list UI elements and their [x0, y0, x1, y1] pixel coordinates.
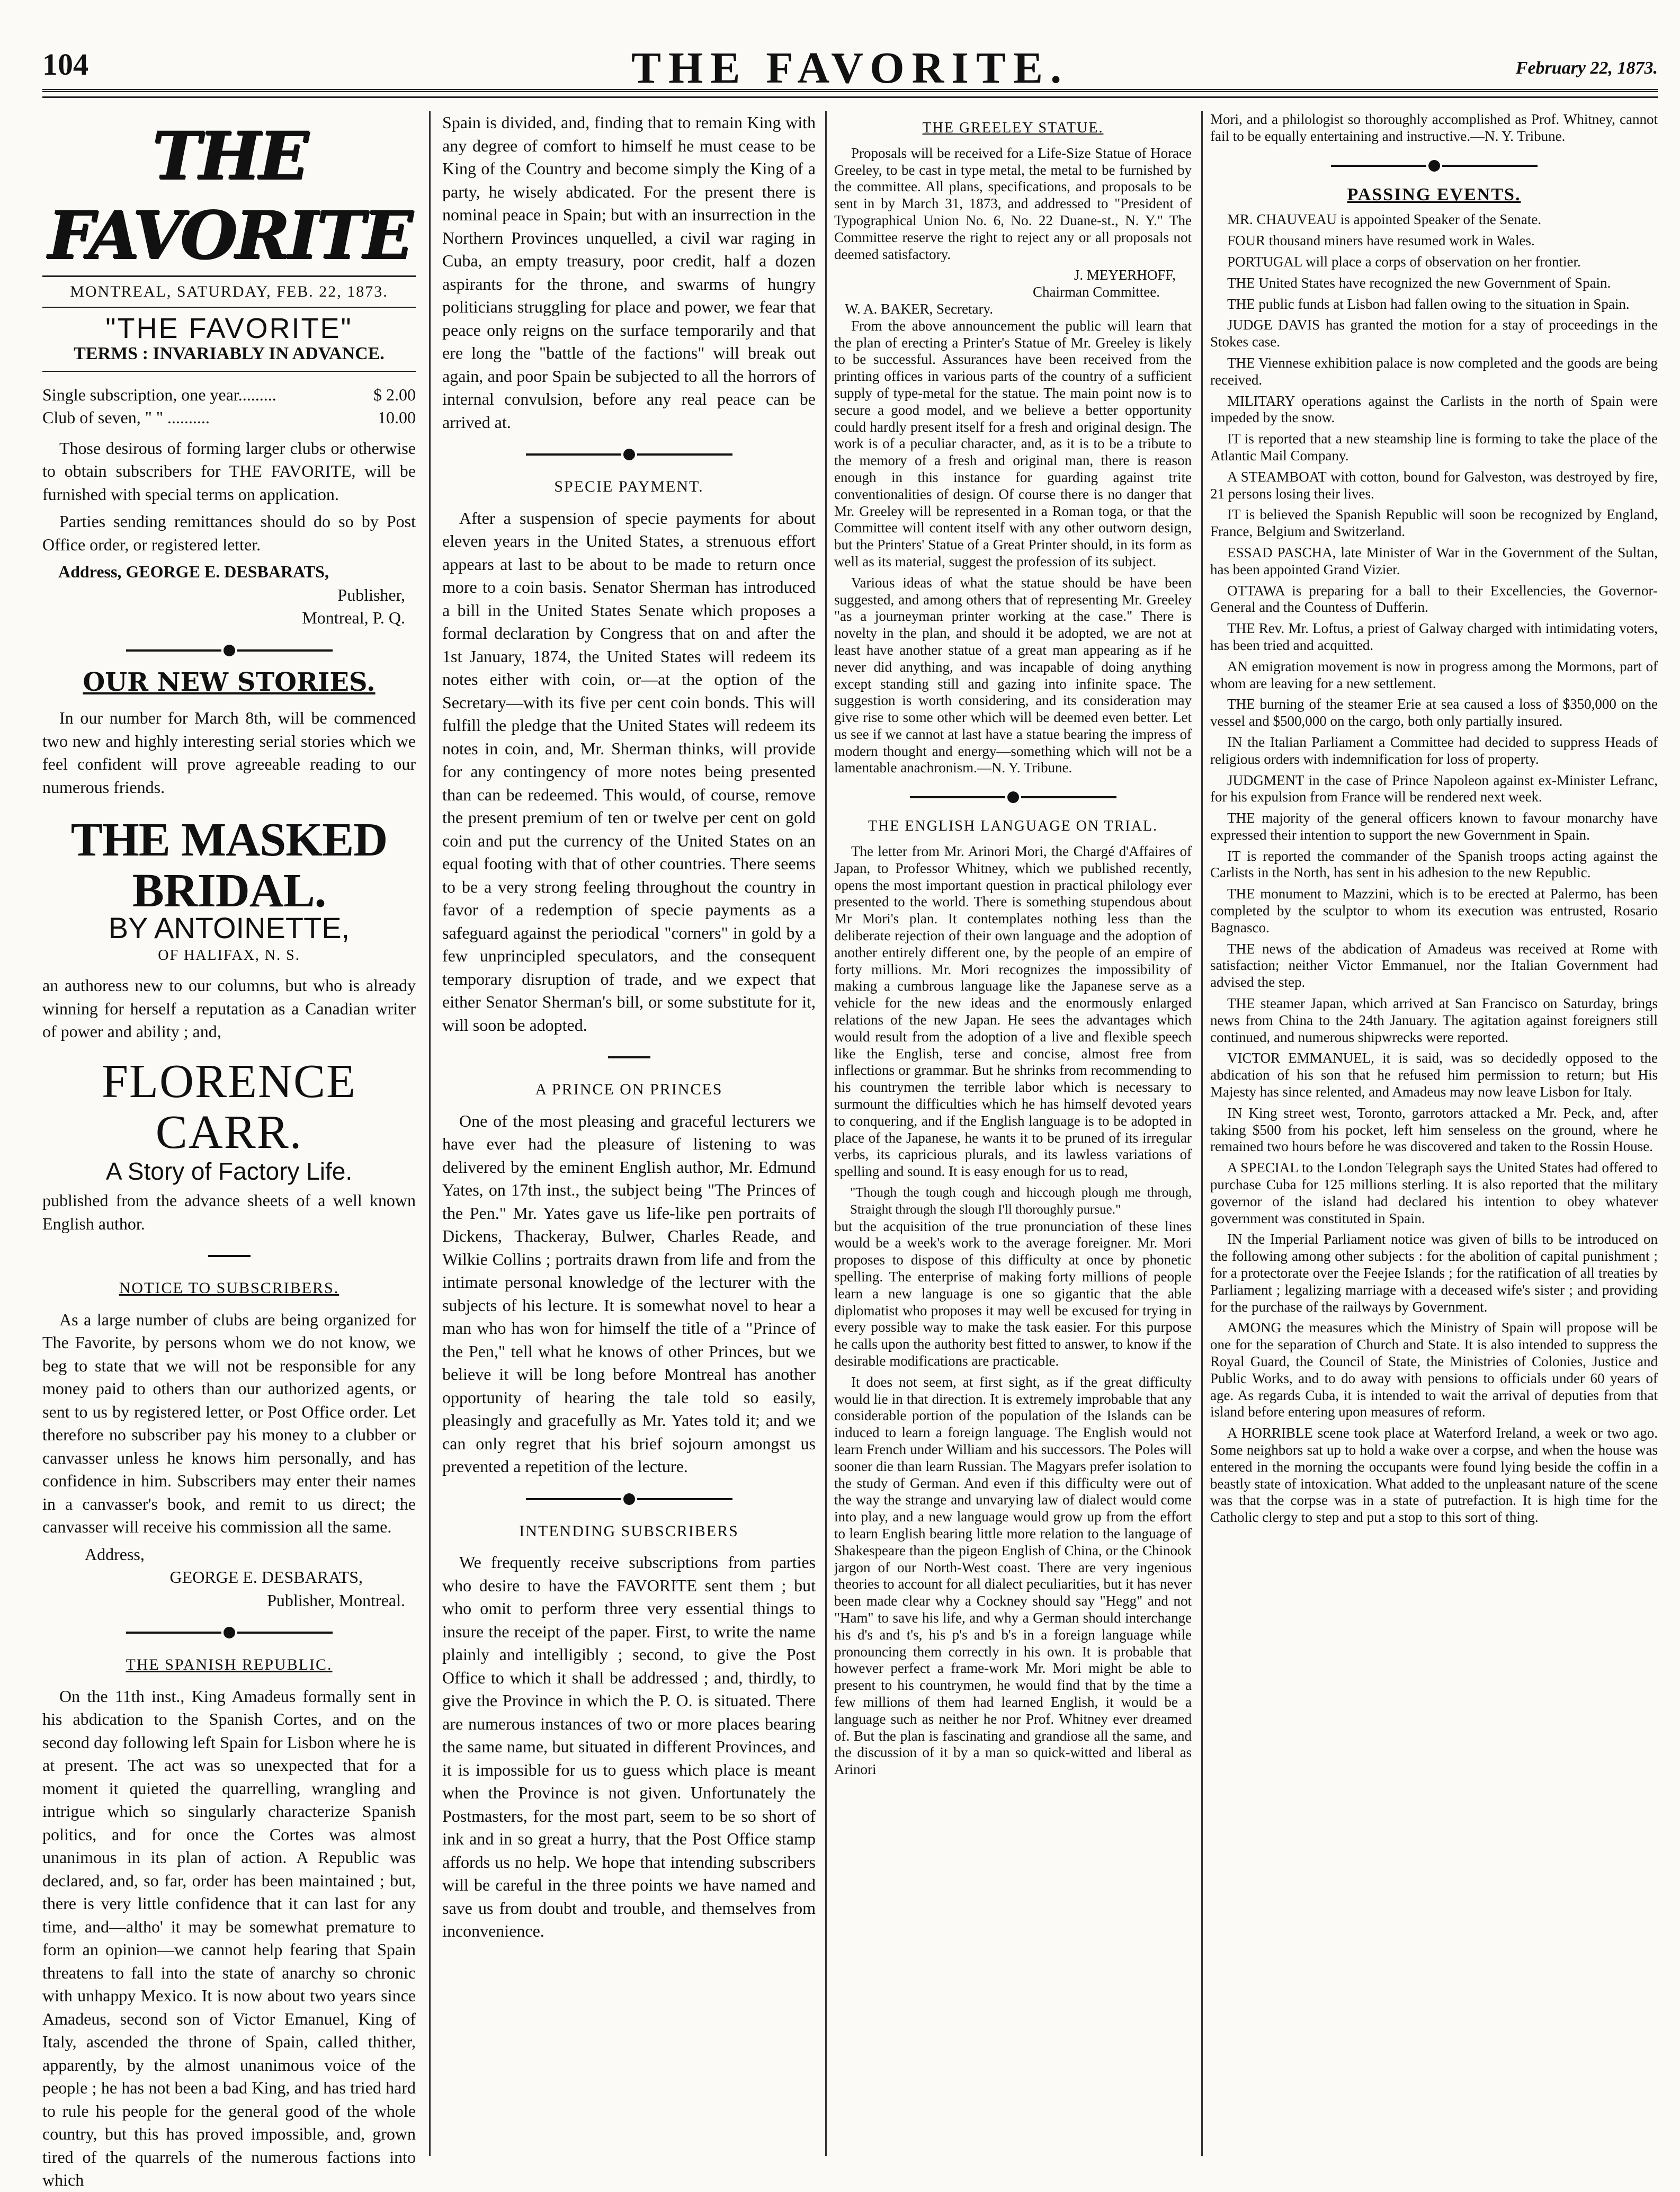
event-item: A STEAMBOAT with cotton, bound for Galveston, was destroyed by fire, 21 persons losing their lives. — [1210, 468, 1658, 502]
rate-row — [42, 406, 416, 430]
publisher-place: Montreal, P. Q. — [302, 608, 405, 627]
ornament-divider — [42, 1624, 416, 1642]
event-item: FOUR thousand miners have resumed work in Wales. — [1227, 233, 1535, 249]
event-item: MR. CHAUVEAU is appointed Speaker of the Senate. — [1227, 211, 1542, 228]
favorite-quote-title: "THE FAVORITE" — [105, 312, 353, 344]
event-item: A HORRIBLE scene took place at Waterford Ireland, a week or two ago. Some neighbors sat up to hold a wake over a corpse, and when the house was entered in the morning the occupants were found lying beside the coffin in a beastly state of intoxication. What added to the unpleasant nature of the scene was that the corpse was in a state of putrefaction. It is high time for the Catholic clergy to step and put a stop to this sort of thing. — [1210, 1425, 1658, 1526]
issue-date: February 22, 1873. — [1515, 58, 1658, 78]
event-item: JUDGE DAVIS has granted the motion for a stay of proceedings in the Stokes case. — [1210, 317, 1658, 350]
section-heading: THE ENGLISH LANGUAGE ON TRIAL. — [868, 818, 1158, 835]
event-item: IT is reported that a new steamship line is forming to take the place of the Atlantic Mail Company. — [1210, 431, 1658, 464]
story-byline: BY ANTOINETTE, — [108, 911, 350, 944]
event-item: MILITARY operations against the Carlists in the north of Spain were impeded by the snow. — [1210, 393, 1658, 426]
section-heading: INTENDING SUBSCRIBERS — [519, 1522, 739, 1540]
column-3 — [834, 111, 1192, 2156]
column-divider — [825, 111, 827, 2156]
event-item: THE monument to Mazzini, which is to be erected at Palermo, has been completed by the sculptor to whom its execution was entrusted, Rosario Bagnasco. — [1210, 886, 1658, 935]
dateline: MONTREAL, SATURDAY, FEB. 22, 1873. — [42, 280, 416, 308]
address-line: Address, GEORGE E. DESBARATS, — [58, 562, 329, 581]
address-line: Address, — [85, 1544, 145, 1564]
paragraph: After a suspension of specie payments for about eleven years in the United States, a strenuous effort appears at last to be about to be made to return once more to a coin basis. Senator Sherman has introduced a bill in the United States Senate which proposes a formal declaration by Congress that on and after the 1st January, 1874, the United States will redeem its notes either with coin, or—at the option of the Secretary—with its five per cent coin bonds. This will fulfill the pledge that the United States will redeem its notes in coin, and, Mr. Sherman thinks, will provide for any contingency of more notes being presented than can be redeemed. This would, of course, remove the present premium of ten or twelve per cent on gold coin and put the currency of the United States on an equal footing with that of other countries. There seems to be a very strong feeling throughout the country in favor of a redemption of specie payments as a safeguard against the periodical "corners" in gold by a few unprincipled speculators, and the consequent temporary disruption of trade, and we expect that either Senator Sherman's bill, or some substitute for it, will soon be adopted. — [442, 508, 816, 1035]
rate-label: Club of seven, " " .......... — [42, 408, 210, 427]
event-item: AN emigration movement is now in progress among the Mormons, part of whom are leaving for a new settlement. — [1210, 658, 1658, 691]
column-4 — [1210, 111, 1658, 2156]
events-list — [1210, 211, 1658, 1526]
event-item: IN the Italian Parliament a Committee had decided to suppress Heads of religious orders with indemnification for loss of property. — [1210, 734, 1658, 767]
signature-name: J. MEYERHOFF, — [1074, 267, 1176, 283]
publisher-place: Publisher, Montreal. — [267, 1590, 405, 1610]
event-item: ESSAD PASCHA, late Minister of War in the Government of the Sultan, has been appointed Grand Vizier. — [1210, 544, 1658, 577]
event-item: THE steamer Japan, which arrived at San Francisco on Saturday, brings news from China to the 24th January. The agitation against foreigners still continued, and numerous shipwrecks were reported. — [1210, 995, 1658, 1045]
event-item: THE Rev. Mr. Loftus, a priest of Galway charged with intimidating voters, has been tried and acquitted. — [1210, 620, 1658, 653]
ornament-divider — [442, 1490, 816, 1508]
section-heading: THE GREELEY STATUE. — [922, 120, 1104, 136]
publisher-label: Publisher, — [337, 585, 405, 604]
ornament-divider — [834, 788, 1192, 806]
event-item: PORTUGAL will place a corps of observation on her frontier. — [1227, 253, 1581, 270]
event-item: OTTAWA is preparing for a ball to their Excellencies, the Governor-General and the Countess of Dufferin. — [1210, 582, 1658, 616]
paragraph: One of the most pleasing and graceful lecturers we have ever had the pleasure of listening to was delivered by the eminent English author, Mr. Edmund Yates, on 17th inst., the subject being "The Princes of the Pen." Mr. Yates gave us life-like pen portraits of Dickens, Thackeray, Bulwer, Charles Reade, and Wilkie Collins ; portraits drawn from life and from the intimate personal knowledge of the lecturer with the subjects of his lecture. It is somewhat novel to hear a man who has won for himself the title of a "Prince of the Pen," tell what he knows of other Princes, but we believe it will be long before Montreal has another opportunity of hearing the tale told so easily, pleasingly and gracefully as Mr. Yates told it; and we can only regret that his brief sojourn amongst us prevented a repetition of the lecture. — [442, 1111, 816, 1476]
verse-quote: "Though the tough cough and hiccough plough me through, Straight through the slough I'll thoroughly pursue." — [850, 1186, 1192, 1217]
rate-row — [42, 384, 416, 407]
section-heading: OUR NEW STORIES. — [83, 667, 376, 697]
author-place: OF HALIFAX, N. S. — [158, 947, 300, 964]
ornament-divider — [42, 641, 416, 660]
paragraph: published from the advance sheets of a well known English author. — [42, 1191, 416, 1233]
paragraph: The letter from Mr. Arinori Mori, the Chargé d'Affaires of Japan, to Professor Whitney, which we published recently, opens the most important question in practical philology ever presented to the world. There is something stupendous about Mr Mori's plan. It contemplates nothing less than the deliberate rejection of their own language and the adoption of another entirely different one, by the people of an empire of forty millions. Mr. Mori recognizes the impossibility of making a cumbrous language like the Japanese serve as a vehicle for the new ideas and the enormously enlarged relations of the new Japan. He sees the advantages which would result from the adoption of a live and flexible speech like the English, terse and concise, almost free from inflections or grammar. But he shrinks from recommending to his countrymen the terrible labor which is necessary to surmount the difficulties which he has himself devoted years to conquering, and if the English language is to be adopted in place of the Japanese, he wants it to be pruned of its irregular verbs, its capricious plurals, and its lawless variations of spelling and sound. It is easy enough for us to read, — [834, 843, 1192, 1180]
section-heading: NOTICE TO SUBSCRIBERS. — [119, 1279, 339, 1297]
story-subtitle: A Story of Factory Life. — [105, 1157, 353, 1185]
header-rule — [42, 89, 1658, 98]
section-heading: PASSING EVENTS. — [1347, 184, 1521, 204]
rate-label: Single subscription, one year......... — [42, 385, 276, 404]
column-divider — [1201, 111, 1203, 2156]
publisher-name: GEORGE E. DESBARATS, — [169, 1567, 363, 1587]
newspaper-title: THE FAVORITE. — [631, 43, 1069, 93]
section-heading: THE SPANISH REPUBLIC. — [126, 1656, 333, 1673]
event-item: THE majority of the general officers known to favour monarchy have expressed their intention to support the new Government in Spain. — [1210, 810, 1658, 843]
event-item: VICTOR EMMANUEL, it is said, was so decidedly opposed to the abdication of his son that he refused him permission to return; but His Majesty has since relented, and Amadeus may now leave Lisbon for Italy. — [1210, 1050, 1658, 1100]
event-item: THE public funds at Lisbon had fallen owing to the situation in Spain. — [1227, 296, 1630, 312]
rate-value: 10.00 — [378, 408, 416, 427]
event-item: A SPECIAL to the London Telegraph says the United States had offered to purchase Cuba for 125 millions sterling. It is also reported that the military governor of the island had declared his intention to obey whatever government was constituted in Spain. — [1210, 1160, 1658, 1226]
rate-value: $ 2.00 — [373, 385, 416, 404]
paragraph: Mori, and a philologist so thoroughly accomplished as Prof. Whitney, cannot fail to be equally entertaining and instructive.—N. Y. Tribune. — [1210, 111, 1658, 144]
paragraph: Spain is divided, and, finding that to remain King with any degree of comfort to himself he must cease to be King of the Country and become simply the King of a party, he wisely abdicated. For the present there is nominal peace in Spain; but with an insurrection in the Northern Provinces unquelled, a civil war raging in Cuba, an empty treasury, poor credit, half a dozen aspirants for the throne, and swarms of hungry politicians struggling for place and power, we fear that peace only reigns on the surface temporarily and that ere long the "battle of the factions" will break out again, and poor Spain be subjected to all the horrors of internal convulsion, before any real peace can be arrived at. — [442, 113, 816, 432]
event-item: THE United States have recognized the new Government of Spain. — [1227, 274, 1611, 291]
paragraph: On the 11th inst., King Amadeus formally sent in his abdication to the Spanish Cortes, and on the second day following left Spain for Lisbon where he is at present. The act was so unexpected that for a moment it quieted the quarrelling, wrangling and intrigue which so singularly characterize Spanish politics, and for once the Cortes was almost unanimous in its plan of action. A Republic was declared, and, so far, order has been maintained ; but, there is very little confidence that it can last for any time, and—altho' it may be somewhat premature to form an opinion—we cannot help fearing that Spain threatens to fall into the state of anarchy so chronic with unhappy Mexico. It is now about two years since Amadeus, second son of Victor Emanuel, King of Italy, ascended the throne of Spain, called thither, apparently, by the almost unanimous voice of the people ; he has not been a bad King, and has tried hard to rule his people for the general good of the whole country, but this has proved impossible, and, grown tired of the quarrels of the numerous factions into which — [42, 1686, 416, 2189]
paragraph: Those desirous of forming larger clubs or otherwise to obtain subscribers for THE FAVORITE, will be furnished with special terms on application. — [42, 438, 416, 504]
ornament-divider — [42, 1247, 416, 1265]
paragraph: but the acquisition of the true pronunciation of these lines would be a week's work to the average foreigner. Mr. Mori proposes to dispose of this difficulty at once by phonetic spelling. The enterprise of making forty millions of people learn a new language is one so gigantic that the able diplomatist who proposes it may well be excused for trying in every possible way to make the task easier. For this purpose he calls upon the authority best fitted to answer, to know if the desirable modifications are practicable. — [834, 1218, 1192, 1369]
section-heading: SPECIE PAYMENT. — [554, 478, 704, 495]
event-item: IT is believed the Spanish Republic will soon be recognized by England, France, Belgium and Switzerland. — [1210, 506, 1658, 540]
paragraph: Various ideas of what the statue should be have been suggested, and among others that of representing Mr. Greeley "as a journeyman printer working at the case." There is novelty in the plan, and should it be adopted, we are not at least have another statue of a great man appearing as if he never did anything, and was incapable of doing anything except standing still and gazing into infinite space. The suggestion is worth considering, and its consideration may give rise to some other which will be deemed even better. Let us see if we cannot at last have a statue bearing the impress of modern thought and energy—something which will not be a lamentable anachronism.—N. Y. Tribune. — [834, 574, 1192, 776]
terms-heading: TERMS : INVARIABLY IN ADVANCE. — [42, 342, 416, 372]
paragraph: We frequently receive subscriptions from parties who desire to have the FAVORITE sent them ; but who omit to perform three very essential things to insure the receipt of the paper. First, to write the name plainly and intelligibly ; second, to give the Post Office to which it shall be addressed ; and, thirdly, to give the Province in which the P. O. is situated. There are numerous instances of two or more places bearing the same name, but situated in different Provinces, and it is impossible for us to guess which place is meant when the Province is not given. Unfortunately the Postmasters, for the most part, seem to be so short of ink and in so great a hurry, that the Post Office stamp affords us no help. We hope that intending subscribers will be careful in the three points we have named and save us from doubt and trouble, and themselves from inconvenience. — [442, 1553, 816, 1940]
column-divider — [429, 111, 431, 2156]
signature-secretary: W. A. BAKER, Secretary. — [845, 300, 993, 317]
paragraph: In our number for March 8th, will be commenced two new and highly interesting serial stories which we feel confident will prove agreeable reading to our numerous friends. — [42, 708, 416, 797]
masthead-logo: THE FAVORITE — [42, 117, 416, 277]
event-item: THE burning of the steamer Erie at sea caused a loss of $350,000 on the vessel and $500,000 on the cargo, both only partially insured. — [1210, 696, 1658, 729]
column-2 — [442, 111, 816, 2156]
page-number: 104 — [42, 47, 88, 82]
event-item: IN King street west, Toronto, garrotors attacked a Mr. Peck, and, after taking $500 from his pocket, left him senseless on the ground, where he remained two hours before he was discovered and taken to the Rossin House. — [1210, 1104, 1658, 1155]
event-item: JUDGMENT in the case of Prince Napoleon against ex-Minister Lefranc, for his expulsion from France will be rendered next week. — [1210, 772, 1658, 805]
paragraph: an authoress new to our columns, but who is already winning for herself a reputation as a Canadian writer of power and ability ; and, — [42, 976, 416, 1041]
event-item: IT is reported the commander of the Spanish troops acting against the Carlists in the North, has sent in his adhesion to the new Republic. — [1210, 848, 1658, 881]
ornament-divider — [442, 1048, 816, 1066]
paragraph: It does not seem, at first sight, as if the great difficulty would lie in that direction. It is extremely improbable that any considerable portion of the population of the Islands can be induced to learn a foreign language. The English would not learn French under William and his successors. The Poles will sooner die than learn Russian. The Magyars prefer isolation to the study of German. And even if this difficulty were out of the way the strange and unvarying law of dialect would come into play, and a new language would grow up from the effort to learn English bearing little more relation to the language of Shakespeare than the pigeon English of China, or the Chinook jargon of our North-West coast. There are very ingenious theories to account for all dialect peculiarities, but it has never been made clear why a Cockney should say "Hegg" and not "Ham" to save his life, and why a German should interchange his d's and t's, his p's and b's in a foreign language while pronouncing them correctly in his own. It is probable that however perfect a frame-work Mr. Mori might be able to present to his countrymen, he would find that by the time a few millions of them had learned English, it would be a language such as neither he nor Prof. Whitney ever dreamed of. But the plan is fascinating and grandiose all the same, and the discussion of it by a man so quick-witted and liberal as Arinori — [834, 1374, 1192, 1778]
event-item: THE news of the abdication of Amadeus was received at Rome with satisfaction; neither Victor Emmanuel, nor the Italian Government had advised the step. — [1210, 940, 1658, 991]
event-item: THE Viennese exhibition palace is now completed and the goods are being received. — [1210, 354, 1658, 388]
section-heading: A PRINCE ON PRINCES — [535, 1081, 723, 1098]
event-item: IN the Imperial Parliament notice was given of bills to be introduced on the following among other subjects : for the abolition of capital punishment ; for a protectorate over the Feejee Islands ; for the ratification of all treaties by Parliament ; legalizing marriage with a deceased wife's sister ; and providing for the purchase of the railways by Government. — [1210, 1231, 1658, 1315]
ornament-divider — [442, 445, 816, 464]
paragraph: From the above announcement the public will learn that the plan of erecting a Printer's Statue of Mr. Greeley is likely to be successful. Assurances have been received from the printing offices in various parts of the country of a sufficient supply of type-metal for the statue. The main point now is to secure a good model, and we believe a better opportunity could hardly present itself for a fresh and original design. The work is of a peculiar character, and, as it is to be a tribute to the memory of a fresh and original man, there is reason enough in this instance for guarding against trite conventionalities of design. Of course there is no danger that Mr. Greeley will be represented in a Roman toga, or that the Committee will content itself with any other outworn design, but the Printers' Statue of a Great Printer should, in its form as well as its material, suggest the profession of its subject. — [834, 317, 1192, 569]
column-1 — [42, 111, 416, 2189]
paragraph: Parties sending remittances should do so by Post Office order, or registered letter. — [42, 512, 416, 554]
event-item: AMONG the measures which the Ministry of Spain will propose will be one for the separation of Church and State. It is also intended to suppress the Royal Guard, the Council of State, the Ministries of Colonies, Justice and Public Works, and to do away with pensions to officials under 60 years of age. As regards Cuba, it is intended to wait the arrival of deputies from that island before entering upon measures of reform. — [1210, 1320, 1658, 1420]
ornament-divider — [1210, 157, 1658, 175]
story-title: FLORENCE CARR. — [101, 1055, 357, 1159]
paragraph: As a large number of clubs are being organized for The Favorite, by persons whom we do not know, we beg to state that we will not be responsible for any money paid to others than our authorized agents, or sent to us by registered letter, or Post Office order. Let therefore no subscriber pay his money to a clubber or canvasser unless he knows him personally, and has confidence in him. Subscribers may enter their names in a canvasser's book, and remit to us direct; the canvasser will receive his commission all the same. — [42, 1309, 416, 1536]
paragraph: Proposals will be received for a Life-Size Statue of Horace Greeley, to be cast in type metal, the metal to be furnished by the committee. All plans, specifications, and proposals to be sent in by March 31, 1873, and addressed to "President of Typographical Union No. 6, No. 22 Duane-st., N. Y." The Committee reserve the right to reject any or all proposals not deemed satisfactory. — [834, 145, 1192, 262]
story-title: THE MASKED BRIDAL. — [70, 814, 388, 917]
signature-title: Chairman Committee. — [1033, 284, 1160, 300]
